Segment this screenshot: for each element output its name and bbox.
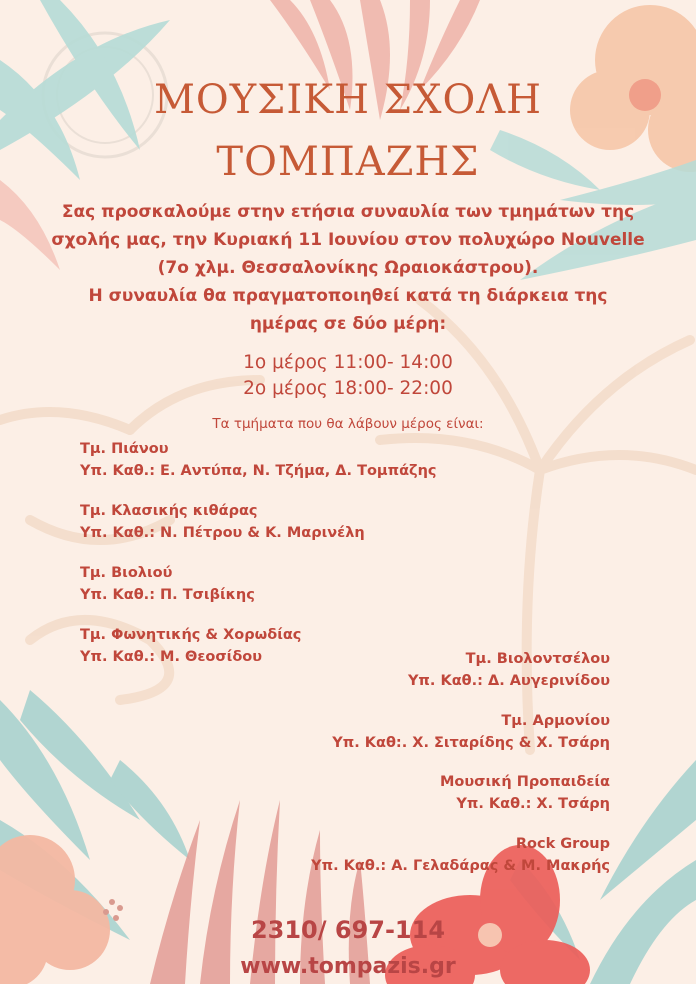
department-teachers: Υπ. Καθ.: Χ. Τσάρη	[456, 796, 610, 812]
department-name: Μουσική Προπαιδεία	[440, 774, 610, 790]
website-link[interactable]: www.tompazis.gr	[240, 954, 456, 979]
department-name: Τμ. Βιολιού	[80, 565, 173, 581]
department-cello	[408, 648, 610, 692]
concert-times	[0, 350, 696, 402]
invitation-text	[20, 198, 676, 338]
department-name: Τμ. Κλασικής κιθάρας	[80, 503, 258, 519]
invitation-line: ημέρας σε δύο μέρη:	[249, 314, 447, 334]
department-teachers: Υπ. Καθ.: Α. Γελαδάρας & Μ. Μακρής	[311, 858, 610, 874]
department-teachers: Υπ. Καθ.: Δ. Αυγερινίδου	[407, 673, 610, 689]
department-vocals-choir	[80, 624, 301, 668]
school-title-line-2: ΤΟΜΠΑΖΗΣ	[216, 139, 480, 185]
department-teachers: Υπ. Καθ:. Χ. Σιταρίδης & Χ. Τσάρη	[332, 735, 610, 751]
department-teachers: Υπ. Καθ.: Μ. Θεοσίδου	[80, 649, 263, 665]
departments-heading: Τα τμήματα που θα λάβουν μέρος είναι:	[212, 416, 484, 432]
department-name: Τμ. Πιάνου	[80, 441, 169, 457]
school-title-line-1: ΜΟΥΣΙΚΗ ΣΧΟΛΗ	[153, 77, 543, 123]
time-part-1: 1ο μέρος 11:00- 14:00	[243, 352, 453, 373]
department-violin	[80, 562, 255, 606]
department-name: Τμ. Αρμονίου	[501, 713, 610, 729]
time-part-2: 2ο μέρος 18:00- 22:00	[243, 378, 453, 399]
department-harmonium	[332, 710, 610, 754]
department-teachers: Υπ. Καθ.: Ν. Πέτρου & Κ. Μαρινέλη	[80, 525, 365, 541]
department-rock-group	[311, 833, 610, 877]
department-music-preschool	[440, 771, 610, 815]
invitation-line: σχολής μας, την Κυριακή 11 Ιουνίου στον πολυχώρο Nouvelle	[51, 230, 645, 250]
department-classical-guitar	[80, 500, 365, 544]
department-name: Τμ. Φωνητικής & Χορωδίας	[80, 627, 302, 643]
phone-number: 2310/ 697-114	[250, 916, 446, 944]
department-teachers: Υπ. Καθ.: Π. Τσιβίκης	[80, 587, 255, 603]
department-name: Τμ. Βιολοντσέλου	[465, 651, 610, 667]
invitation-line: (7ο χλμ. Θεσσαλονίκης Ωραιοκάστρου).	[157, 258, 539, 278]
department-piano	[80, 438, 437, 482]
invitation-line: Σας προσκαλούμε στην ετήσια συναυλία των τμημάτων της	[61, 202, 635, 222]
department-teachers: Υπ. Καθ.: Ε. Αντύπα, Ν. Τζήμα, Δ. Τομπάζης	[80, 463, 437, 479]
department-name: Rock Group	[515, 836, 610, 852]
invitation-line: Η συναυλία θα πραγματοποιηθεί κατά τη διάρκεια της	[88, 286, 608, 306]
